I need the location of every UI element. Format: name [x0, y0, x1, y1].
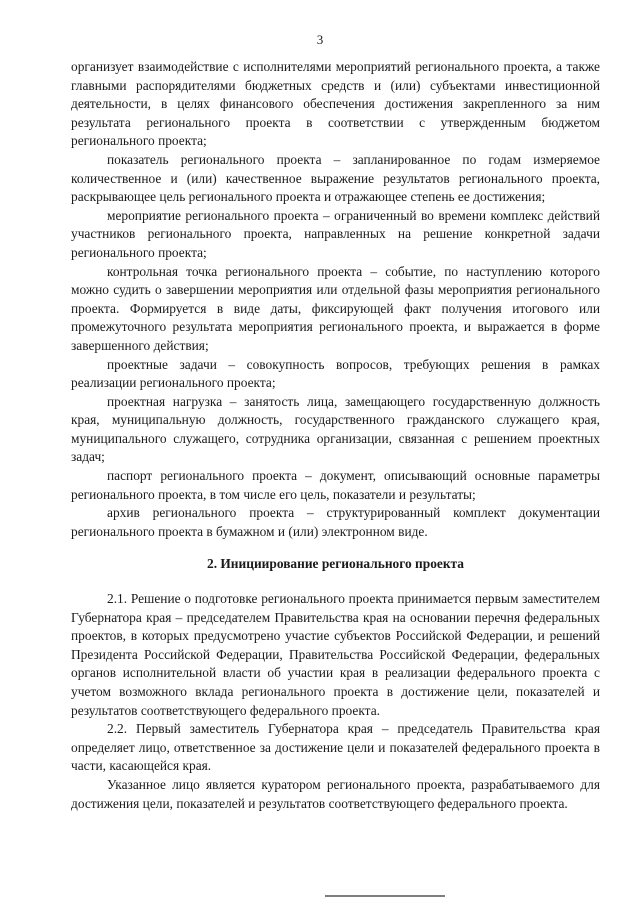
paragraph: паспорт регионального проекта – документ, описывающий основные параметры регионального проекта, в том числе его цель, показатели и результаты;	[71, 468, 600, 502]
section-heading: 2. Инициирование регионального проекта	[207, 556, 464, 572]
document-body	[71, 58, 600, 813]
paragraph: 2.1. Решение о подготовке регионального проекта принимается первым заместителем Губернатора края – председателем Правительства края на основании перечня федеральных проектов, в которых предусмотрено участие субъектов Российской Федерации, и решений Президента Российской Федерации, Правительства Российской Федерации, федеральных органов исполнительной власти об участии края в реализации федерального проекта с учетом возможного вклада регионального проекта в достижение цели, показателей и результатов соответствующего федерального проекта.	[71, 591, 600, 718]
paragraph: проектные задачи – совокупность вопросов, требующих решения в рамках реализации регионального проекта;	[71, 356, 600, 391]
paragraph: мероприятие регионального проекта – ограниченный во времени комплекс действий участников регионального проекта, направленных на решение конкретной задачи регионального проекта;	[71, 207, 600, 260]
paragraph: архив регионального проекта – структурированный комплект документации регионального проекта в бумажном и (или) электронном виде.	[71, 505, 600, 539]
paragraph: проектная нагрузка – занятость лица, замещающего государственную должность края, муниципальную должность, государственного гражданского служащего края, муниципального служащего, сотрудника организации, связанная с решением проектных задач;	[71, 393, 600, 465]
paragraph: показатель регионального проекта – запланированное по годам измеряемое количественное и (или) качественное выражение результатов регионального проекта, раскрывающее цель регионального проекта и отражающее степень ее достижения;	[71, 151, 600, 205]
paragraph: 2.2. Первый заместитель Губернатора края – председатель Правительства края определяет лицо, ответственное за достижение цели и показателей федерального проекта в части, касающейся края.	[71, 721, 600, 774]
page-number: 3	[316, 32, 324, 47]
paragraph: контрольная точка регионального проекта – событие, по наступлению которого можно судить о завершении мероприятия или отдельной фазы мероприятия регионального проекта. Формируется в виде даты, фиксирующей факт получения итогового или промежуточного результата мероприятия регионального проекта, и выражается в форме завершенного действия;	[71, 263, 600, 353]
paragraph: Указанное лицо является куратором регионального проекта, разрабатываемого для достижения цели, показателей и результатов соответствующего федерального проекта.	[71, 776, 600, 811]
scan-edge-mark	[325, 895, 445, 897]
paragraph: организует взаимодействие с исполнителями мероприятий регионального проекта, а также главными распорядителями бюджетных средств и (или) субъектами инвестиционной деятельности, в целях финансового обеспечения достижения закрепленного за ним результата регионального проекта в соответствии с утвержденным бюджетом регионального проекта;	[71, 59, 600, 149]
